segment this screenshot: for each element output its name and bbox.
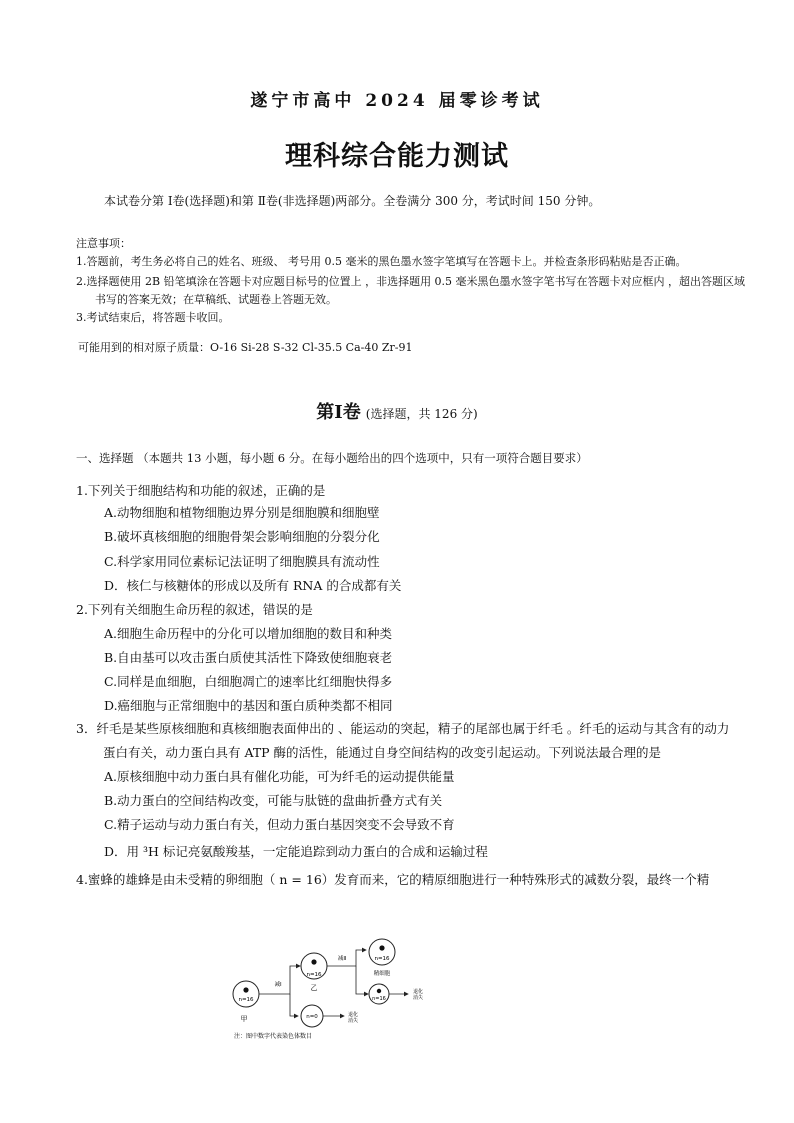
question-option: D.癌细胞与正常细胞中的基因和蛋白质种类都不相同 [104,698,393,713]
question-option: D．核仁与核糖体的形成以及所有 RNA 的合成都有关 [104,578,402,593]
label-sperm: 精细胞 [373,971,391,977]
cell-jia-chromosomes: n=16 [238,997,254,1003]
question-stem: 4.蜜蜂的雄蜂是由未受精的卵细胞（ n = 16）发育而来，它的精原细胞进行一种特殊形式的减数分裂，最终一个精 [76,872,710,887]
question-option: A.原核细胞中动力蛋白具有催化功能，可为纤毛的运动提供能量 [104,769,455,784]
meiosis-diagram [228,936,468,1046]
question-stem: 3．纤毛是某些原核细胞和真核细胞表面伸出的 、能运动的突起，精子的尾部也属于纤毛 。纤毛的运动与其含有的动力 [76,721,730,736]
cell-n0-chromosomes: n=0 [306,1014,318,1020]
question-stem: 1.下列关于细胞结构和功能的叙述，正确的是 [76,483,326,498]
cell-yi [301,953,327,979]
section-heading: 一、选择题 （本题共 13 小题，每小题 6 分。在每小题给出的四个选项中，只有一项符合题目要求） [76,451,588,465]
arrow-yi-to-small [356,966,368,994]
part1-heading [0,398,794,424]
label-mi1: 减Ⅰ [274,982,282,988]
cell-small [369,984,389,1004]
note-item: 1.答题前，考生务必将自己的姓名、班级、 考号用 0.5 毫米的黑色墨水签字笔填写在答题卡上。并检查条形码粘贴是否正确。 [76,255,687,268]
note-item: 2.选择题使用 2B 铅笔填涂在答题卡对应题目标号的位置上 ，非选择题用 0.5 毫米黑色墨水签字笔书写在答题卡对应框内 ，超出答题区域 [76,275,746,288]
label-jia: 甲 [240,1015,248,1023]
arrow-jia-to-n0 [290,994,298,1016]
paper-title: 理科综合能力测试 [285,141,509,172]
atomic-masses: 可能用到的相对原子质量：O-16 Si-28 S-32 Cl-35.5 Ca-40 Zr-91 [78,341,413,354]
exam-name: 遂宁市高中 2024 届零诊考试 [250,91,544,111]
part1-title: 第Ⅰ卷 [316,402,361,423]
question-stem-continued: 蛋白有关，动力蛋白具有 ATP 酶的活性，能通过自身空间结构的改变引起运动。下列说法最合理的是 [103,745,662,760]
question-option: C.精子运动与动力蛋白有关，但动力蛋白基因突变不会导致不育 [104,817,455,832]
cell-jia [233,981,259,1007]
arrow-jia-to-yi [259,966,300,994]
note-item: 书写的答案无效；在草稿纸、试题卷上答题无效。 [95,293,337,306]
question-option: A.动物细胞和植物细胞边界分别是细胞膜和细胞壁 [104,505,380,520]
question-option: B.破坏真核细胞的细胞骨架会影响细胞的分裂分化 [104,529,380,544]
question-option: D．用 ³H 标记亮氨酸羧基，一定能追踪到动力蛋白的合成和运输过程 [104,844,488,859]
question-option: B.自由基可以攻击蛋白质使其活性下降致使细胞衰老 [104,650,393,665]
arrow-yi-to-sperm [327,950,366,966]
question-option: A.细胞生命历程中的分化可以增加细胞的数目和种类 [104,626,393,641]
label-degenerate-1: 退化 [413,989,424,995]
question-stem: 2.下列有关细胞生命历程的叙述，错误的是 [76,602,313,617]
figure-note: 注：图中数字代表染色体数目 [234,1033,313,1040]
cell-sperm-chromosomes: n=16 [374,956,390,962]
label-degenerate-2b: 消失 [348,1018,359,1024]
cell-sperm [369,939,395,965]
label-degenerate-1b: 消失 [413,995,424,1001]
label-yi: 乙 [310,984,318,992]
cell-small-chromosomes: n=16 [372,996,386,1002]
question-option: C.同样是血细胞，白细胞凋亡的速率比红细胞快得多 [104,674,393,689]
question-option: B.动力蛋白的空间结构改变，可能与肽链的盘曲折叠方式有关 [104,793,443,808]
question-option: C.科学家用同位素标记法证明了细胞膜具有流动性 [104,554,380,569]
exam-intro: 本试卷分第 Ⅰ卷(选择题)和第 Ⅱ卷(非选择题)两部分。全卷满分 300 分，考试时间 150 分钟。 [104,194,601,208]
label-degenerate-2: 退化 [348,1012,359,1018]
cell-n0 [301,1005,323,1027]
notes-heading: 注意事项： [76,237,131,250]
part1-subtitle: (选择题，共 126 分) [365,407,478,421]
note-item: 3.考试结束后，将答题卡收回。 [76,311,230,324]
label-mi2: 减Ⅱ [337,956,347,962]
cell-yi-chromosomes: n=16 [306,972,322,978]
